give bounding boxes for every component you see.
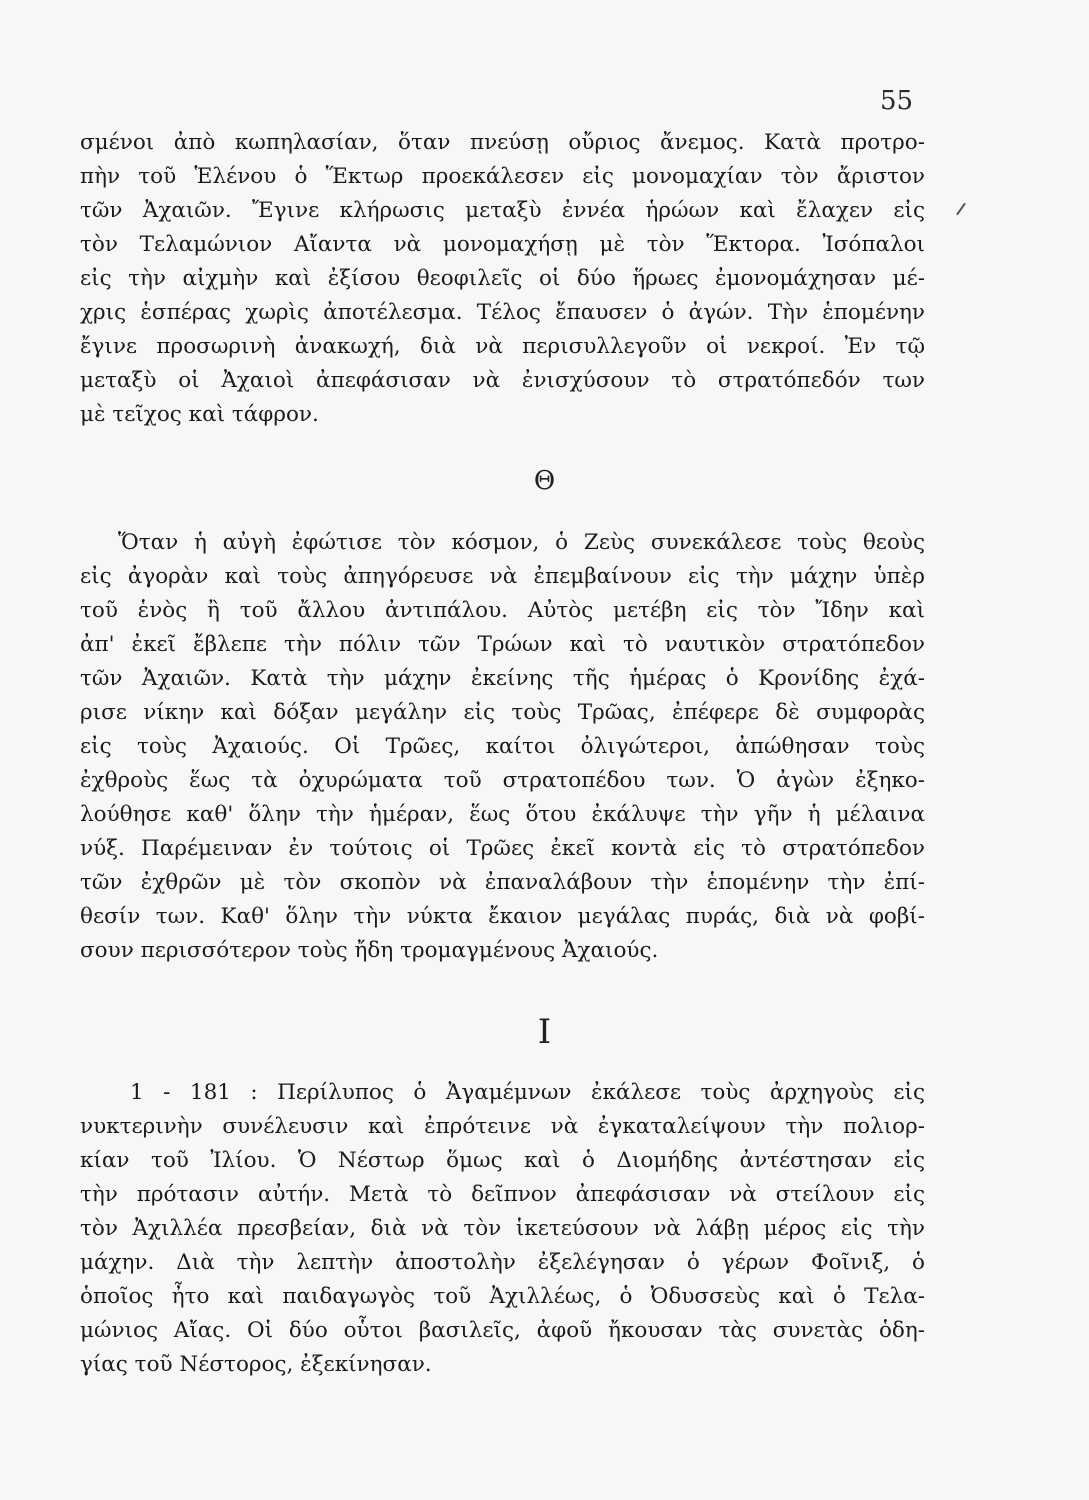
text-line: τῶν Ἀχαιῶν. Κατὰ τὴν μάχην ἐκείνης τῆς ἡμέρας ὁ Κρονίδης ἐχά-: [80, 666, 925, 691]
section-heading-iota: Ι: [537, 1012, 552, 1052]
text-line: σμένοι ἀπὸ κωπηλασίαν, ὅταν πνεύσῃ οὔριος ἄνεμος. Κατὰ προτρο-: [80, 130, 925, 155]
text-line: τοῦ ἑνὸς ἢ τοῦ ἄλλου ἀντιπάλου. Αὐτὸς μετέβη εἰς τὸν Ἴδην καὶ: [80, 598, 925, 623]
text-line: πὴν τοῦ Ἑλένου ὁ Ἕκτωρ προεκάλεσεν εἰς μονομαχίαν τὸν ἄριστον: [80, 164, 925, 189]
section-heading-theta: Θ: [533, 466, 556, 496]
text-line: εἰς τοὺς Ἀχαιούς. Οἱ Τρῶες, καίτοι ὀλιγώτεροι, ἀπώθησαν τοὺς: [80, 734, 925, 759]
text-line: τὸν Τελαμώνιον Αἴαντα νὰ μονομαχήσῃ μὲ τὸν Ἕκτορα. Ἰσόπαλοι: [80, 232, 925, 257]
text-line: ἔγινε προσωρινὴ ἀνακωχή, διὰ νὰ περισυλλεγοῦν οἱ νεκροί. Ἐν τῷ: [80, 334, 925, 359]
text-line: τὸν Ἀχιλλέα πρεσβείαν, διὰ νὰ τὸν ἱκετεύσουν νὰ λάβῃ μέρος εἰς τὴν: [80, 1216, 925, 1241]
text-line: θεσίν των. Καθ' ὅλην τὴν νύκτα ἔκαιον μεγάλας πυράς, διὰ νὰ φοβί-: [80, 904, 925, 929]
text-line: τῶν Ἀχαιῶν. Ἔγινε κλήρωσις μεταξὺ ἐννέα ἡρώων καὶ ἔλαχεν εἰς: [80, 198, 925, 223]
text-line: τῶν ἐχθρῶν μὲ τὸν σκοπὸν νὰ ἐπαναλάβουν τὴν ἑπομένην τὴν ἐπί-: [80, 870, 925, 895]
text-line: νύξ. Παρέμειναν ἐν τούτοις οἱ Τρῶες ἐκεῖ κοντὰ εἰς τὸ στρατόπεδον: [80, 836, 925, 861]
text-line: μώνιος Αἴας. Οἱ δύο οὗτοι βασιλεῖς, ἀφοῦ ἤκουσαν τὰς συνετὰς ὁδη-: [80, 1318, 925, 1343]
text-line: εἰς τὴν αἰχμὴν καὶ ἐξίσου θεοφιλεῖς οἱ δύο ἥρωες ἐμονομάχησαν μέ-: [80, 266, 925, 291]
text-line: μὲ τεῖχος καὶ τάφρον.: [80, 402, 319, 427]
text-line: γίας τοῦ Νέστορος, ἐξεκίνησαν.: [80, 1352, 432, 1377]
text-line: ἐχθροὺς ἕως τὰ ὀχυρώματα τοῦ στρατοπέδου των. Ὁ ἀγὼν ἐξηκο-: [80, 768, 925, 793]
text-line: χρις ἑσπέρας χωρὶς ἀποτέλεσμα. Τέλος ἔπαυσεν ὁ ἀγών. Τὴν ἑπομένην: [80, 300, 925, 325]
text-line: λούθησε καθ' ὅλην τὴν ἡμέραν, ἕως ὅτου ἐκάλυψε τὴν γῆν ἡ μέλαινα: [80, 802, 925, 827]
text-line: ἀπ' ἐκεῖ ἔβλεπε τὴν πόλιν τῶν Τρώων καὶ τὸ ναυτικὸν στρατόπεδον: [80, 632, 925, 657]
text-line: μεταξὺ οἱ Ἀχαιοὶ ἀπεφάσισαν νὰ ἐνισχύσουν τὸ στρατόπεδόν των: [80, 368, 925, 393]
text-line: ὁποῖος ἦτο καὶ παιδαγωγὸς τοῦ Ἀχιλλέως, ὁ Ὀδυσσεὺς καὶ ὁ Τελα-: [80, 1284, 925, 1309]
text-line: 1 - 181 : Περίλυπος ὁ Ἀγαμέμνων ἐκάλεσε τοὺς ἀρχηγοὺς εἰς: [130, 1080, 925, 1105]
text-line: μάχην. Διὰ τὴν λεπτὴν ἀποστολὴν ἐξελέγησαν ὁ γέρων Φοῖνιξ, ὁ: [80, 1250, 925, 1275]
page-number: 55: [880, 86, 914, 116]
text-line: τὴν πρότασιν αὐτήν. Μετὰ τὸ δεῖπνον ἀπεφάσισαν νὰ στείλουν εἰς: [80, 1182, 925, 1207]
stray-pencil-mark: [956, 203, 966, 216]
text-line: σουν περισσότερον τοὺς ἤδη τρομαγμένους Ἀχαιούς.: [80, 938, 659, 963]
text-line: εἰς ἀγορὰν καὶ τοὺς ἀπηγόρευσε νὰ ἐπεμβαίνουν εἰς τὴν μάχην ὑπὲρ: [80, 564, 925, 589]
text-line: ρισε νίκην καὶ δόξαν μεγάλην εἰς τοὺς Τρῶας, ἐπέφερε δὲ συμφορὰς: [80, 700, 925, 725]
text-line: νυκτερινὴν συνέλευσιν καὶ ἐπρότεινε νὰ ἐγκαταλείψουν τὴν πολιορ-: [80, 1114, 925, 1139]
text-line: Ὅταν ἡ αὐγὴ ἐφώτισε τὸν κόσμον, ὁ Ζεὺς συνεκάλεσε τοὺς θεοὺς: [118, 530, 925, 555]
text-line: κίαν τοῦ Ἰλίου. Ὁ Νέστωρ ὅμως καὶ ὁ Διομήδης ἀντέστησαν εἰς: [80, 1148, 925, 1173]
